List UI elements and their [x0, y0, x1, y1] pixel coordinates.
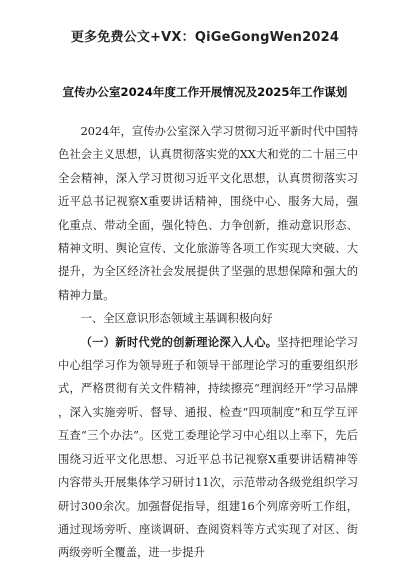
subsection-paragraph	[58, 331, 358, 565]
intro-paragraph: 2024年，宣传办公室深入学习贯彻习近平新时代中国特色社会主义思想，认真贯彻落实党的XX大和党的二十届三中全会精神，深入学习贯彻习近平文化思想，认真贯彻落实习近平总书记视察X重要讲话精神，围绕中心、服务大局，强化重点、带动全面，强化特色、力争创新，推动意识形态、精神文明、舆论宣传、文化旅游等各项工作实现大突破、大提升，为全区经济社会发展提供了坚强的思想保障和强大的精神力量。	[58, 125, 358, 302]
section-heading: 一、全区意识形态领域主基调积极向好	[80, 312, 273, 326]
watermark-header: 更多免费公文+VX：QiGeGongWen2024	[70, 30, 340, 45]
subsection-text: 坚持把理论学习中心组学习作为领导班子和领导干部理论学习的重要组织形式，严格贯彻有关文件精神，持续擦亮“理润经开”学习品牌，深入实施旁听、督导、通报、检查“四项制度”和互学互评互查“三个办法”。区党工委理论学习中心组以上率下，先后围绕习近平文化思想、习近平总书记视察X重要讲话精神等内容带头开展集体学习研讨11次，示范带动各级党组织学习研讨300余次。加强督促指导，组建16个列席旁听工作组，通过现场旁听、座谈调研、查阅资料等方式实现了对区、街两级旁听全覆盖，进一步提升	[58, 335, 358, 560]
subsection-heading: （一）新时代党的创新理论深入人心。	[80, 334, 278, 349]
document-title: 宣传办公室2024年度工作开展情况及2025年工作谋划	[62, 85, 348, 99]
document-body	[58, 120, 358, 565]
